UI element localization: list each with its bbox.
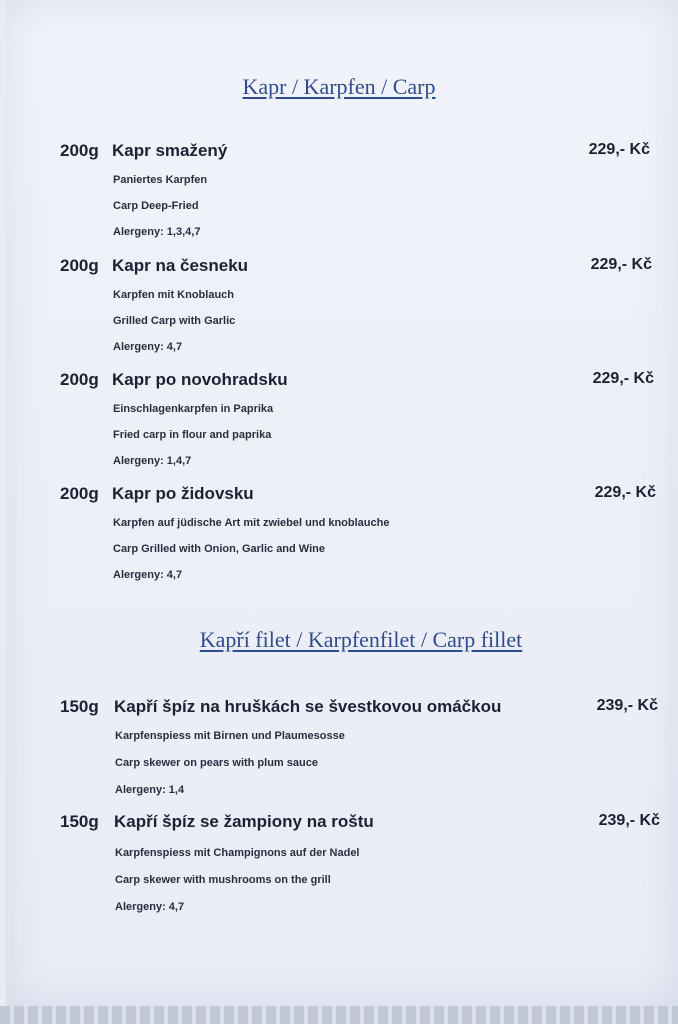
item-price: 229,- Kč <box>592 370 654 387</box>
item-desc-en: Fried carp in flour and paprika <box>113 429 272 441</box>
item-allergens: Alergeny: 4,7 <box>113 341 183 353</box>
item-allergens: Alergeny: 4,7 <box>115 901 185 913</box>
section-title-carp-fillet: Kapří filet / Karpfenfilet / Carp fillet <box>199 627 523 652</box>
section-title-carp: Kapr / Karpfen / Carp <box>242 74 436 99</box>
item-weight: 200g <box>60 256 99 275</box>
item-desc-de: Karpfen mit Knoblauch <box>113 289 235 301</box>
item-price: 229,- Kč <box>590 256 652 273</box>
item-desc-en: Grilled Carp with Garlic <box>113 315 236 327</box>
item-desc-de: Karpfenspiess mit Birnen und Plaumesosse <box>115 730 345 742</box>
sheet-protector-edge <box>0 1006 678 1024</box>
item-desc-de: Paniertes Karpfen <box>113 174 208 186</box>
item-allergens: Alergeny: 1,4 <box>115 784 185 796</box>
item-weight: 150g <box>60 812 99 831</box>
item-desc-en: Carp skewer on pears with plum sauce <box>115 757 318 769</box>
menu-item <box>60 370 660 467</box>
item-price: 229,- Kč <box>594 484 656 501</box>
item-name: Kapří špíz na hruškách se švestkovou omáčkou <box>114 697 502 716</box>
menu-item <box>60 812 660 913</box>
item-allergens: Alergeny: 1,4,7 <box>113 455 192 467</box>
menu-item <box>60 141 660 238</box>
item-desc-de: Karpfen auf jüdische Art mit zwiebel und knoblauche <box>113 517 390 529</box>
item-price: 239,- Kč <box>598 812 660 829</box>
item-name: Kapr po židovsku <box>112 484 254 503</box>
item-weight: 200g <box>60 484 99 503</box>
item-desc-de: Einschlagenkarpfen in Paprika <box>113 403 274 415</box>
item-desc-en: Carp Grilled with Onion, Garlic and Wine <box>113 543 325 555</box>
item-desc-en: Carp skewer with mushrooms on the grill <box>115 874 331 886</box>
item-allergens: Alergeny: 1,3,4,7 <box>113 226 201 238</box>
item-price: 229,- Kč <box>588 141 650 158</box>
item-desc-de: Karpfenspiess mit Champignons auf der Nadel <box>115 847 360 859</box>
menu-item <box>60 697 660 796</box>
item-name: Kapří špíz se žampiony na roštu <box>114 812 374 831</box>
item-name: Kapr smažený <box>112 141 228 160</box>
item-name: Kapr po novohradsku <box>112 370 288 389</box>
menu-item <box>60 484 660 581</box>
item-desc-en: Carp Deep-Fried <box>113 200 199 212</box>
item-weight: 200g <box>60 141 99 160</box>
item-price: 239,- Kč <box>596 697 658 714</box>
menu-item <box>60 256 660 353</box>
item-allergens: Alergeny: 4,7 <box>113 569 183 581</box>
item-weight: 150g <box>60 697 99 716</box>
item-name: Kapr na česneku <box>112 256 249 275</box>
item-weight: 200g <box>60 370 99 389</box>
